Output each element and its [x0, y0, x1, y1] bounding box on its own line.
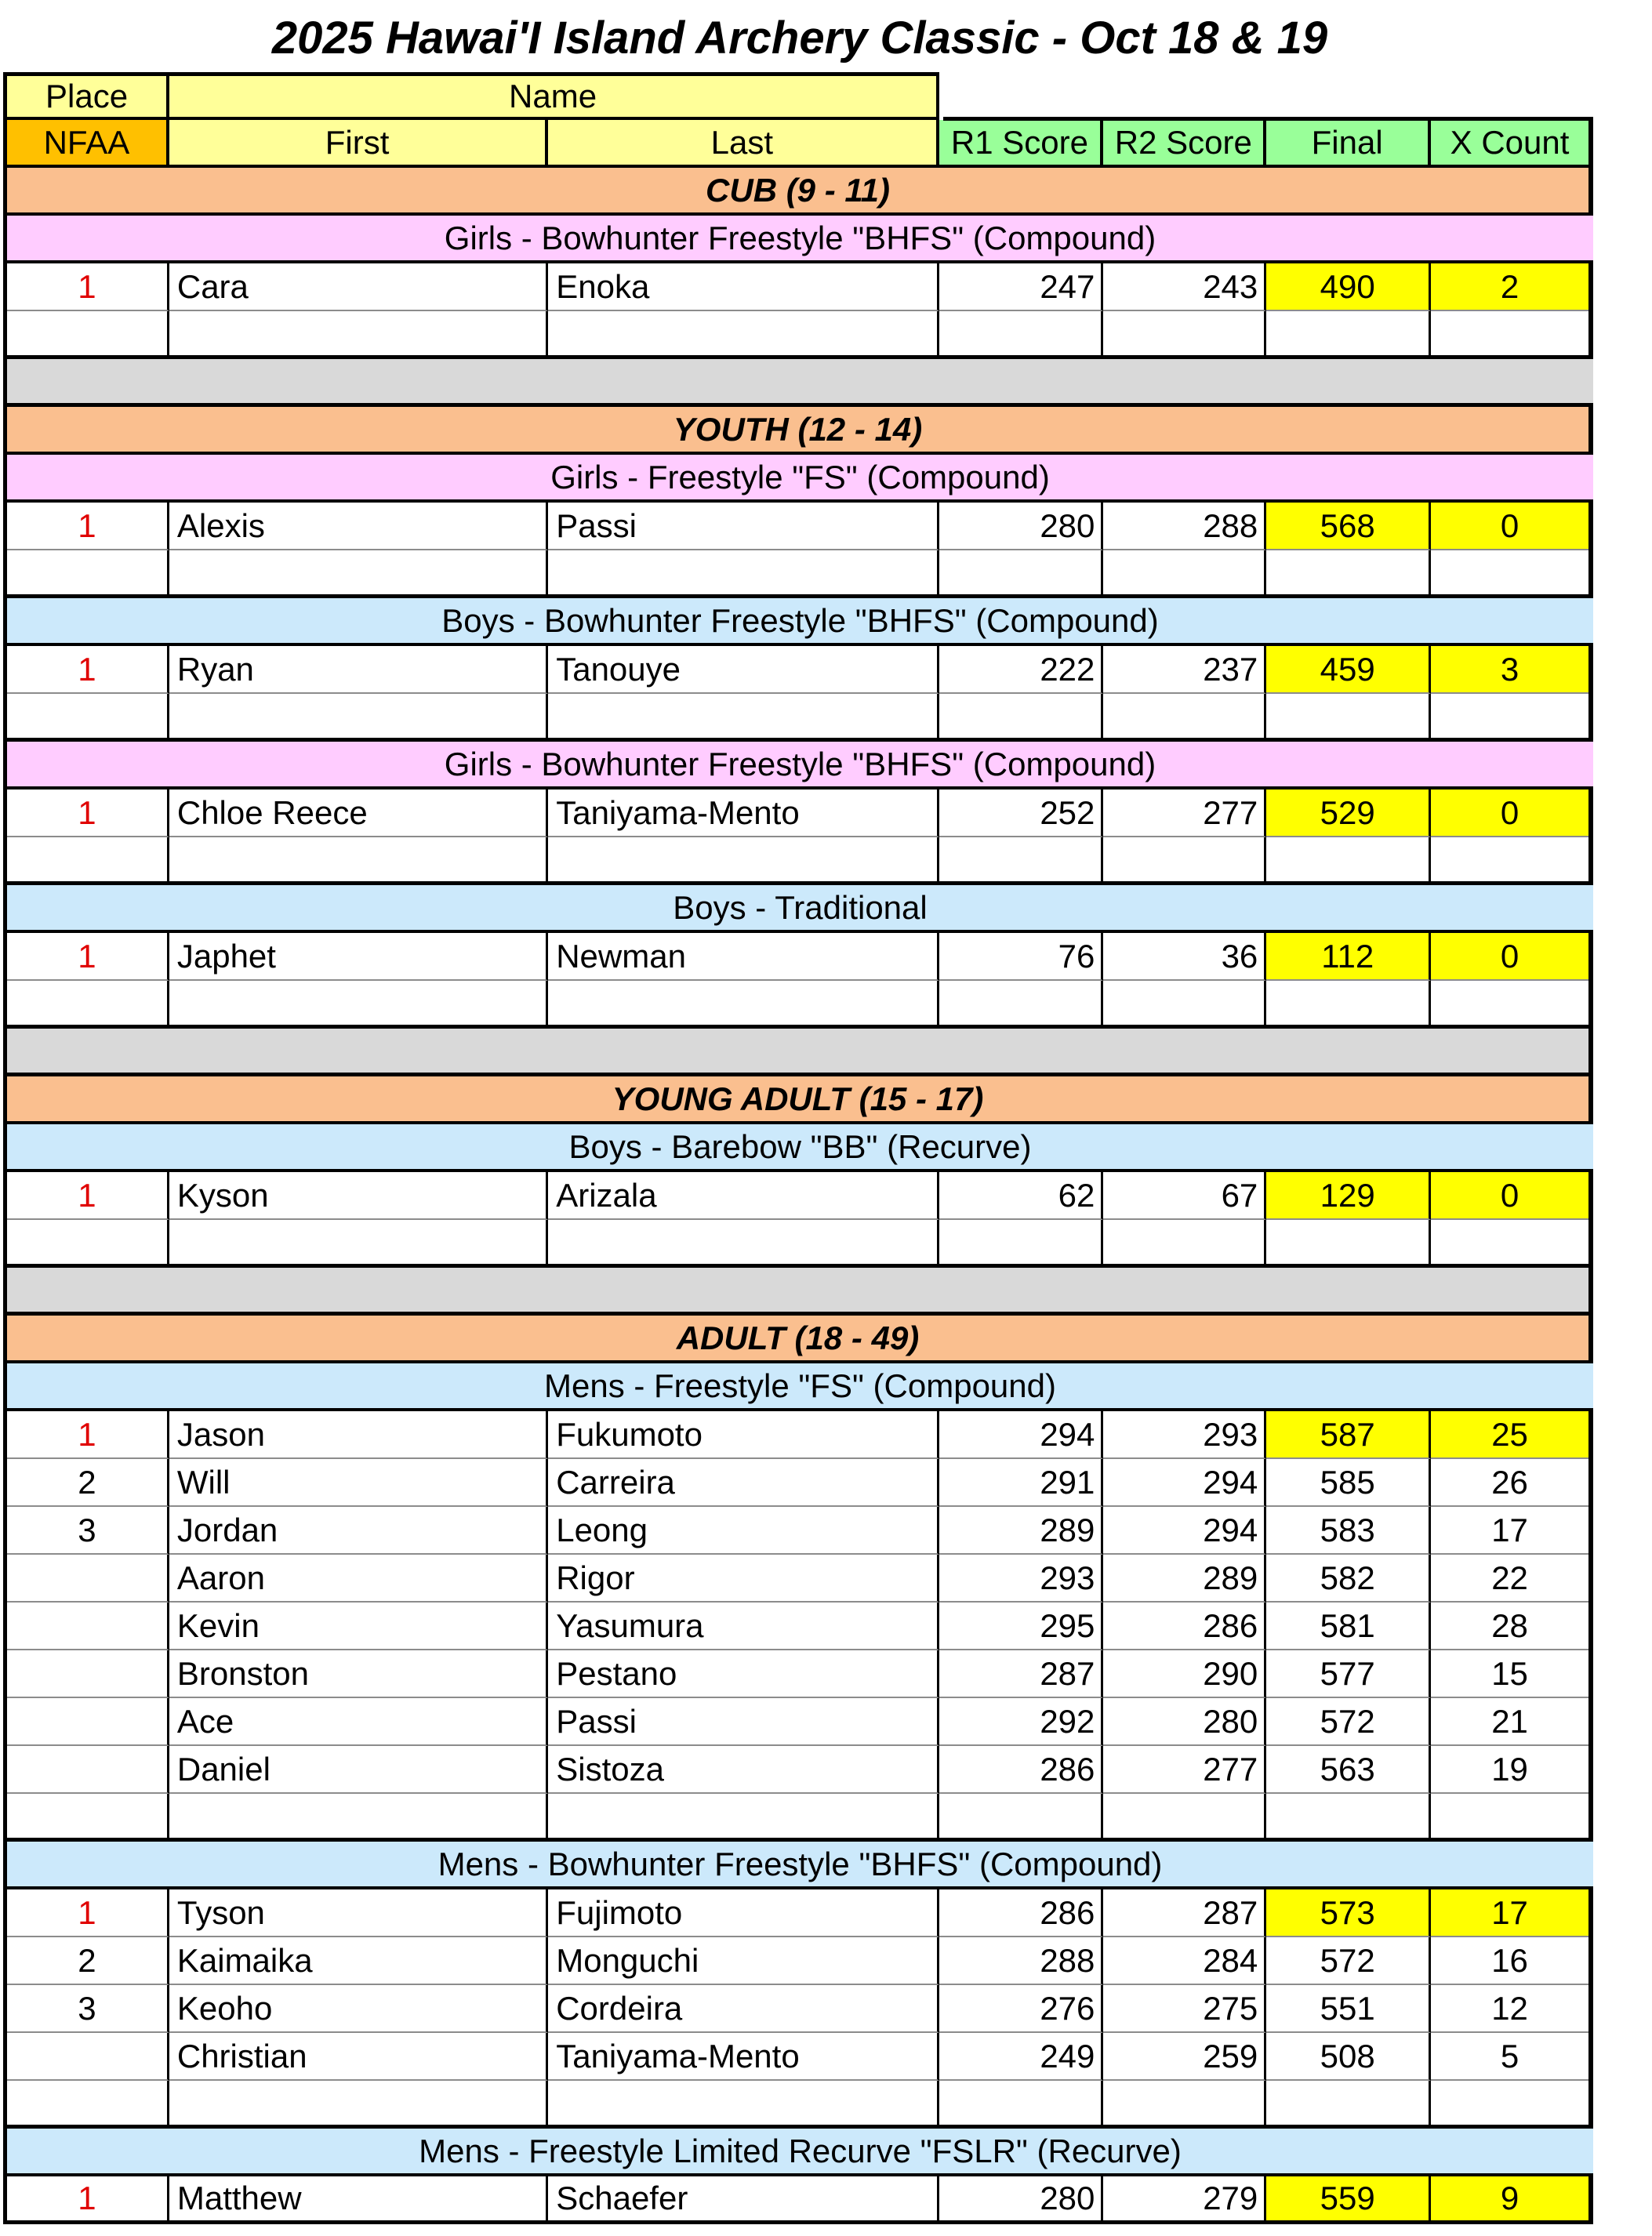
section-separator [3, 1029, 1593, 1076]
final-score-cell: 577 [1266, 1650, 1431, 1698]
first-name-cell: Ryan [169, 646, 548, 694]
table-row [3, 933, 1593, 981]
final-score-cell [1266, 981, 1431, 1029]
place-cell [7, 311, 169, 359]
place-cell: 2 [7, 1937, 169, 1985]
table-row [3, 1889, 1593, 1937]
category-header: YOUTH (12 - 14) [3, 407, 1593, 455]
final-score-cell: 551 [1266, 1985, 1431, 2033]
r1-score-cell: 288 [939, 1937, 1104, 1985]
r2-score-cell: 279 [1103, 2176, 1266, 2224]
r2-score-cell [1103, 2081, 1266, 2129]
first-name-cell: Bronston [169, 1650, 548, 1698]
category-header: YOUNG ADULT (15 - 17) [3, 1076, 1593, 1124]
last-name-cell [548, 694, 939, 742]
r2-score-cell: 293 [1103, 1411, 1266, 1459]
last-name-cell: Carreira [548, 1459, 939, 1507]
category-header: ADULT (18 - 49) [3, 1316, 1593, 1363]
last-name-cell: Leong [548, 1507, 939, 1555]
r2-score-cell: 243 [1103, 263, 1266, 311]
blank-row [3, 694, 1593, 742]
table-row [3, 1603, 1593, 1650]
place-cell [7, 550, 169, 598]
division-header: Mens - Freestyle "FS" (Compound) [3, 1363, 1593, 1411]
first-name-cell: Christian [169, 2033, 548, 2081]
x-count-cell: 22 [1431, 1555, 1588, 1603]
x-count-cell: 21 [1431, 1698, 1588, 1746]
first-name-cell: Kaimaika [169, 1937, 548, 1985]
r1-score-cell: 289 [939, 1507, 1104, 1555]
r1-score-cell: 280 [939, 503, 1104, 550]
place-cell: 1 [7, 263, 169, 311]
last-name-cell: Pestano [548, 1650, 939, 1698]
last-name-cell: Monguchi [548, 1937, 939, 1985]
last-name-cell: Fukumoto [548, 1411, 939, 1459]
x-count-cell: 0 [1431, 789, 1588, 837]
first-name-cell: Kyson [169, 1172, 548, 1220]
r2-score-cell: 286 [1103, 1603, 1266, 1650]
place-cell [7, 837, 169, 885]
place-cell: 1 [7, 2176, 169, 2224]
last-name-cell [548, 837, 939, 885]
r1-score-cell: 286 [939, 1746, 1104, 1794]
header-top-border [943, 117, 1593, 121]
first-name-cell [169, 311, 548, 359]
table-row [3, 1746, 1593, 1794]
r2-score-cell [1103, 837, 1266, 885]
place-cell [7, 1555, 169, 1603]
final-score-cell: 572 [1266, 1937, 1431, 1985]
first-name-cell: Jordan [169, 1507, 548, 1555]
final-score-cell: 568 [1266, 503, 1431, 550]
x-count-cell: 25 [1431, 1411, 1588, 1459]
x-count-cell [1431, 1794, 1588, 1842]
blank-row [3, 1794, 1593, 1842]
r1-score-cell [939, 837, 1104, 885]
r2-score-cell: 67 [1103, 1172, 1266, 1220]
place-cell [7, 2081, 169, 2129]
x-count-cell: 19 [1431, 1746, 1588, 1794]
r2-score-cell: 290 [1103, 1650, 1266, 1698]
results-table [3, 72, 1593, 2224]
header-final: Final [1266, 120, 1431, 168]
x-count-cell: 0 [1431, 503, 1588, 550]
r1-score-cell: 280 [939, 2176, 1104, 2224]
x-count-cell: 5 [1431, 2033, 1588, 2081]
r1-score-cell: 249 [939, 2033, 1104, 2081]
header-first: First [169, 120, 548, 168]
r2-score-cell [1103, 1794, 1266, 1842]
last-name-cell: Passi [548, 503, 939, 550]
final-score-cell: 585 [1266, 1459, 1431, 1507]
last-name-cell: Tanouye [548, 646, 939, 694]
first-name-cell: Cara [169, 263, 548, 311]
final-score-cell: 572 [1266, 1698, 1431, 1746]
blank-row [3, 2081, 1593, 2129]
last-name-cell [548, 2081, 939, 2129]
r1-score-cell [939, 2081, 1104, 2129]
first-name-cell: Daniel [169, 1746, 548, 1794]
x-count-cell: 28 [1431, 1603, 1588, 1650]
place-cell [7, 1650, 169, 1698]
final-score-cell: 529 [1266, 789, 1431, 837]
final-score-cell [1266, 550, 1431, 598]
place-cell: 1 [7, 789, 169, 837]
x-count-cell [1431, 311, 1588, 359]
r2-score-cell [1103, 1220, 1266, 1268]
final-score-cell: 490 [1266, 263, 1431, 311]
final-score-cell [1266, 837, 1431, 885]
final-score-cell: 581 [1266, 1603, 1431, 1650]
final-score-cell: 112 [1266, 933, 1431, 981]
table-row [3, 263, 1593, 311]
r1-score-cell: 291 [939, 1459, 1104, 1507]
final-score-cell: 582 [1266, 1555, 1431, 1603]
r1-score-cell: 276 [939, 1985, 1104, 2033]
table-row [3, 1650, 1593, 1698]
table-row [3, 1459, 1593, 1507]
x-count-cell [1431, 981, 1588, 1029]
last-name-cell: Fujimoto [548, 1889, 939, 1937]
r1-score-cell: 76 [939, 933, 1104, 981]
division-header: Girls - Freestyle "FS" (Compound) [3, 455, 1593, 503]
first-name-cell: Tyson [169, 1889, 548, 1937]
first-name-cell [169, 1220, 548, 1268]
r2-score-cell: 289 [1103, 1555, 1266, 1603]
x-count-cell: 9 [1431, 2176, 1588, 2224]
place-cell: 1 [7, 646, 169, 694]
final-score-cell [1266, 1794, 1431, 1842]
section-separator [3, 359, 1593, 407]
division-header: Mens - Freestyle Limited Recurve "FSLR" (Recurve) [3, 2129, 1593, 2176]
r2-score-cell [1103, 694, 1266, 742]
division-header: Girls - Bowhunter Freestyle "BHFS" (Compound) [3, 216, 1593, 263]
last-name-cell: Arizala [548, 1172, 939, 1220]
division-header: Boys - Bowhunter Freestyle "BHFS" (Compound) [3, 598, 1593, 646]
place-cell [7, 1698, 169, 1746]
r2-score-cell: 288 [1103, 503, 1266, 550]
first-name-cell [169, 550, 548, 598]
table-body [3, 168, 1593, 2224]
section-separator [3, 1268, 1593, 1316]
place-cell: 1 [7, 933, 169, 981]
table-row [3, 1172, 1593, 1220]
table-row [3, 1937, 1593, 1985]
place-cell: 1 [7, 1172, 169, 1220]
x-count-cell: 17 [1431, 1507, 1588, 1555]
final-score-cell: 559 [1266, 2176, 1431, 2224]
first-name-cell [169, 837, 548, 885]
category-header: CUB (9 - 11) [3, 168, 1593, 216]
r1-score-cell: 287 [939, 1650, 1104, 1698]
x-count-cell: 12 [1431, 1985, 1588, 2033]
last-name-cell: Schaefer [548, 2176, 939, 2224]
x-count-cell: 17 [1431, 1889, 1588, 1937]
place-cell: 3 [7, 1985, 169, 2033]
table-row [3, 1555, 1593, 1603]
x-count-cell [1431, 837, 1588, 885]
first-name-cell [169, 694, 548, 742]
final-score-cell: 129 [1266, 1172, 1431, 1220]
division-header: Boys - Barebow "BB" (Recurve) [3, 1124, 1593, 1172]
x-count-cell: 16 [1431, 1937, 1588, 1985]
place-cell: 1 [7, 1411, 169, 1459]
table-row [3, 2176, 1593, 2224]
r1-score-cell [939, 1220, 1104, 1268]
final-score-cell: 573 [1266, 1889, 1431, 1937]
first-name-cell [169, 2081, 548, 2129]
x-count-cell: 2 [1431, 263, 1588, 311]
r1-score-cell [939, 550, 1104, 598]
first-name-cell [169, 981, 548, 1029]
header-r2-score: R2 Score [1103, 120, 1266, 168]
last-name-cell [548, 311, 939, 359]
r2-score-cell: 277 [1103, 1746, 1266, 1794]
place-cell [7, 2033, 169, 2081]
r1-score-cell: 292 [939, 1698, 1104, 1746]
blank-row [3, 1220, 1593, 1268]
header-nfaa: NFAA [7, 120, 169, 168]
r1-score-cell: 294 [939, 1411, 1104, 1459]
place-cell [7, 1220, 169, 1268]
r1-score-cell: 252 [939, 789, 1104, 837]
place-cell [7, 981, 169, 1029]
r1-score-cell [939, 311, 1104, 359]
r1-score-cell [939, 694, 1104, 742]
division-header: Girls - Bowhunter Freestyle "BHFS" (Compound) [3, 742, 1593, 789]
final-score-cell: 563 [1266, 1746, 1431, 1794]
x-count-cell [1431, 694, 1588, 742]
r1-score-cell: 247 [939, 263, 1104, 311]
r2-score-cell [1103, 981, 1266, 1029]
first-name-cell [169, 1794, 548, 1842]
last-name-cell: Newman [548, 933, 939, 981]
division-header: Mens - Bowhunter Freestyle "BHFS" (Compound) [3, 1842, 1593, 1889]
last-name-cell [548, 1220, 939, 1268]
place-cell [7, 1794, 169, 1842]
header-row-2 [3, 120, 1593, 168]
final-score-cell: 587 [1266, 1411, 1431, 1459]
place-cell: 2 [7, 1459, 169, 1507]
last-name-cell: Rigor [548, 1555, 939, 1603]
last-name-cell: Taniyama-Mento [548, 2033, 939, 2081]
place-cell [7, 694, 169, 742]
r2-score-cell [1103, 311, 1266, 359]
r1-score-cell: 62 [939, 1172, 1104, 1220]
page-title: 2025 Hawai'I Island Archery Classic - Oct 18 & 19 [271, 13, 1328, 64]
first-name-cell: Kevin [169, 1603, 548, 1650]
table-row [3, 789, 1593, 837]
header-row-1 [3, 72, 939, 120]
place-cell: 1 [7, 503, 169, 550]
r2-score-cell: 287 [1103, 1889, 1266, 1937]
r2-score-cell: 280 [1103, 1698, 1266, 1746]
r1-score-cell: 222 [939, 646, 1104, 694]
r2-score-cell: 294 [1103, 1507, 1266, 1555]
table-row [3, 503, 1593, 550]
x-count-cell [1431, 2081, 1588, 2129]
r2-score-cell: 259 [1103, 2033, 1266, 2081]
r1-score-cell: 293 [939, 1555, 1104, 1603]
final-score-cell: 459 [1266, 646, 1431, 694]
last-name-cell: Sistoza [548, 1746, 939, 1794]
header-place: Place [7, 76, 169, 120]
division-header: Boys - Traditional [3, 885, 1593, 933]
r1-score-cell [939, 981, 1104, 1029]
r1-score-cell [939, 1794, 1104, 1842]
first-name-cell: Matthew [169, 2176, 548, 2224]
first-name-cell: Aaron [169, 1555, 548, 1603]
first-name-cell: Japhet [169, 933, 548, 981]
first-name-cell: Keoho [169, 1985, 548, 2033]
first-name-cell: Ace [169, 1698, 548, 1746]
last-name-cell [548, 981, 939, 1029]
x-count-cell [1431, 1220, 1588, 1268]
final-score-cell: 508 [1266, 2033, 1431, 2081]
blank-row [3, 837, 1593, 885]
final-score-cell: 583 [1266, 1507, 1431, 1555]
x-count-cell: 26 [1431, 1459, 1588, 1507]
r2-score-cell: 284 [1103, 1937, 1266, 1985]
last-name-cell [548, 550, 939, 598]
r2-score-cell [1103, 550, 1266, 598]
r2-score-cell: 36 [1103, 933, 1266, 981]
r1-score-cell: 286 [939, 1889, 1104, 1937]
first-name-cell: Chloe Reece [169, 789, 548, 837]
header-r1-score: R1 Score [939, 120, 1104, 168]
r1-score-cell: 295 [939, 1603, 1104, 1650]
r2-score-cell: 237 [1103, 646, 1266, 694]
table-row [3, 2033, 1593, 2081]
final-score-cell [1266, 694, 1431, 742]
place-cell: 1 [7, 1889, 169, 1937]
table-row [3, 1698, 1593, 1746]
x-count-cell: 0 [1431, 933, 1588, 981]
header-last: Last [548, 120, 939, 168]
blank-row [3, 311, 1593, 359]
final-score-cell [1266, 311, 1431, 359]
table-row [3, 1985, 1593, 2033]
place-cell [7, 1746, 169, 1794]
r2-score-cell: 277 [1103, 789, 1266, 837]
last-name-cell: Enoka [548, 263, 939, 311]
first-name-cell: Alexis [169, 503, 548, 550]
first-name-cell: Will [169, 1459, 548, 1507]
x-count-cell [1431, 550, 1588, 598]
final-score-cell [1266, 2081, 1431, 2129]
table-row [3, 1411, 1593, 1459]
r2-score-cell: 275 [1103, 1985, 1266, 2033]
place-cell: 3 [7, 1507, 169, 1555]
header-x-count: X Count [1431, 120, 1588, 168]
place-cell [7, 1603, 169, 1650]
last-name-cell: Passi [548, 1698, 939, 1746]
last-name-cell [548, 1794, 939, 1842]
final-score-cell [1266, 1220, 1431, 1268]
last-name-cell: Yasumura [548, 1603, 939, 1650]
table-row [3, 1507, 1593, 1555]
x-count-cell: 3 [1431, 646, 1588, 694]
last-name-cell: Cordeira [548, 1985, 939, 2033]
r2-score-cell: 294 [1103, 1459, 1266, 1507]
blank-row [3, 550, 1593, 598]
table-row [3, 646, 1593, 694]
last-name-cell: Taniyama-Mento [548, 789, 939, 837]
first-name-cell: Jason [169, 1411, 548, 1459]
x-count-cell: 15 [1431, 1650, 1588, 1698]
x-count-cell: 0 [1431, 1172, 1588, 1220]
blank-row [3, 981, 1593, 1029]
header-name: Name [169, 76, 939, 120]
